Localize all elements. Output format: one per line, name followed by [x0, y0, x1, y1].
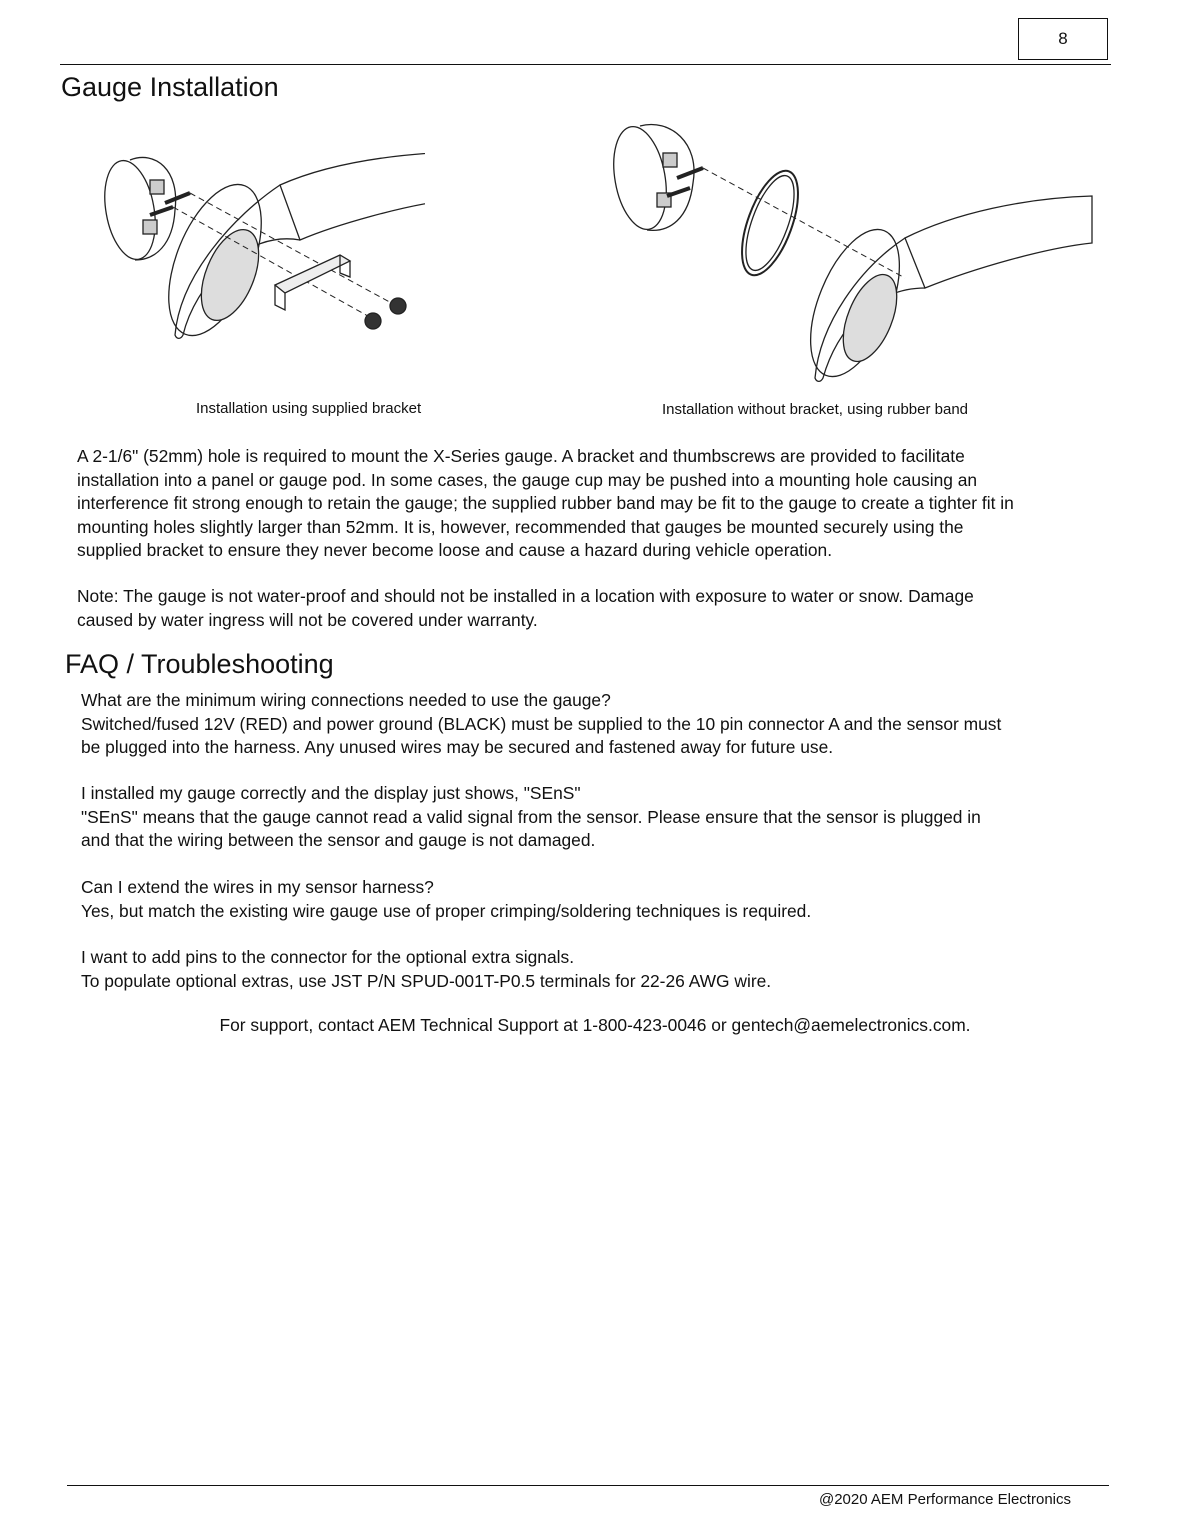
faq-answer-line: be plugged into the harness. Any unused wires may be secured and fastened away for future use.: [81, 737, 834, 757]
footer-copyright: @2020 AEM Performance Electronics: [818, 1491, 1071, 1508]
paragraph-line: supplied bracket to ensure they never become loose and cause a hazard during vehicle operation.: [77, 540, 833, 560]
figure-left-caption: Installation using supplied bracket: [196, 400, 422, 417]
paragraph-line: installation into a panel or gauge pod. In some cases, the gauge cup may be pushed into a mounting hole causing an: [77, 469, 978, 490]
faq-item: [81, 689, 1001, 760]
paragraph-line: mounting holes slightly larger than 52mm. It is, however, recommended that gauges be mounted securely using the: [77, 516, 964, 537]
faq-question: Can I extend the wires in my sensor harness?: [81, 877, 434, 897]
faq-item: [81, 946, 771, 993]
section-title-gauge-installation: Gauge Installation: [61, 72, 279, 102]
paragraph-line: caused by water ingress will not be covered under warranty.: [77, 609, 538, 630]
faq-answer-line: and that the wiring between the sensor and gauge is not damaged.: [81, 830, 596, 850]
support-contact: For support, contact AEM Technical Support at 1-800-423-0046 or gentech@aemelectronics.com.: [219, 1015, 971, 1035]
figure-rubber-band-installation: [605, 118, 1105, 388]
faq-question: I installed my gauge correctly and the display just shows, "SEnS": [81, 783, 581, 803]
faq-item: [81, 782, 981, 853]
faq-answer-line: To populate optional extras, use JST P/N SPUD-001T-P0.5 terminals for 22-26 AWG wire.: [81, 970, 772, 991]
page-number: 8: [1018, 18, 1108, 60]
paragraph-line: interference fit strong enough to retain the gauge; the supplied rubber band may be fit to the gauge to create a tighter fit in: [77, 493, 1014, 513]
faq-answer-line: Yes, but match the existing wire gauge use of proper crimping/soldering techniques is required.: [81, 900, 812, 921]
faq-answer-line: "SEnS" means that the gauge cannot read a valid signal from the sensor. Please ensure that the sensor is plugged in: [81, 806, 981, 827]
footer-rule: [67, 1485, 1109, 1486]
figure-right-caption: Installation without bracket, using rubber band: [662, 401, 969, 418]
faq-question: I want to add pins to the connector for the optional extra signals.: [81, 947, 575, 967]
figure-bracket-installation: [85, 125, 425, 385]
header-rule: [60, 64, 1111, 65]
mounting-paragraph: [77, 445, 1014, 563]
faq-item: [81, 876, 811, 923]
faq-answer-line: Switched/fused 12V (RED) and power ground (BLACK) must be supplied to the 10 pin connector A and the sensor must: [81, 713, 1002, 734]
section-title-faq: FAQ / Troubleshooting: [65, 649, 334, 679]
paragraph-line: A 2-1/6" (52mm) hole is required to mount the X-Series gauge. A bracket and thumbscrews are provided to facilitate: [77, 446, 965, 466]
faq-question: What are the minimum wiring connections needed to use the gauge?: [81, 690, 611, 710]
paragraph-line: Note: The gauge is not water-proof and should not be installed in a location with exposure to water or snow. Damage: [77, 586, 974, 606]
note-paragraph: [77, 585, 974, 632]
